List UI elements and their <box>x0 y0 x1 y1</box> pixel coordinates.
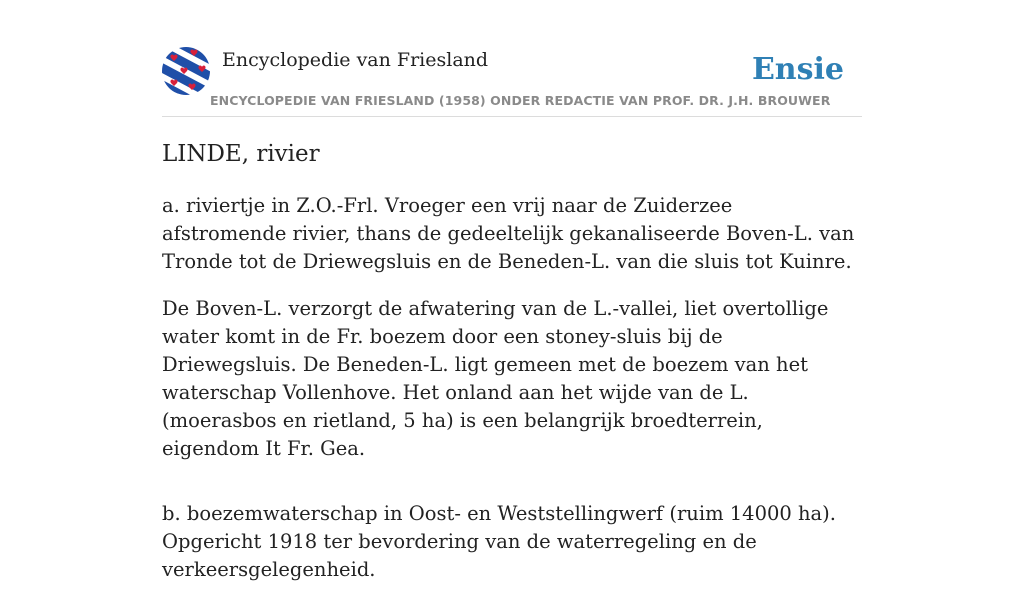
paragraph-spacer <box>162 482 862 500</box>
article-title: LINDE, rivier <box>162 141 320 167</box>
site-title[interactable]: Encyclopedie van Friesland <box>222 49 489 71</box>
site-subtitle: ENCYCLOPEDIE VAN FRIESLAND (1958) ONDER REDACTIE VAN PROF. DR. J.H. BROUWER <box>210 93 831 108</box>
article-paragraph: De Boven-L. verzorgt de afwatering van de L.-vallei, liet overtollige water komt in de Fr. boezem door een stoney-sluis bij de Driewegsluis. De Beneden-L. ligt gemeen met de boezem van het waterschap Vollenhove. Het onland aan het wijde van de L. (moerasbos en rietland, 5 ha) is een belangrijk broedterrein, eigendom It Fr. Gea. <box>162 297 829 460</box>
ensie-logo-link[interactable]: Ensie <box>751 52 844 87</box>
article-body <box>162 192 862 603</box>
site-header <box>162 44 862 117</box>
article-paragraph: a. riviertje in Z.O.-Frl. Vroeger een vrij naar de Zuiderzee afstromende rivier, thans de gedeeltelijk gekanaliseerde Boven-L. van Tronde tot de Driewegsluis en de Beneden-L. van die sluis tot Kuinre. <box>162 194 855 273</box>
frisian-flag-icon[interactable] <box>162 47 210 95</box>
page <box>162 0 862 581</box>
article-paragraph: b. boezemwaterschap in Oost- en Weststellingwerf (ruim 14000 ha). Opgericht 1918 ter bevordering van de waterregeling en de verkeersgelegenheid. <box>162 502 836 581</box>
